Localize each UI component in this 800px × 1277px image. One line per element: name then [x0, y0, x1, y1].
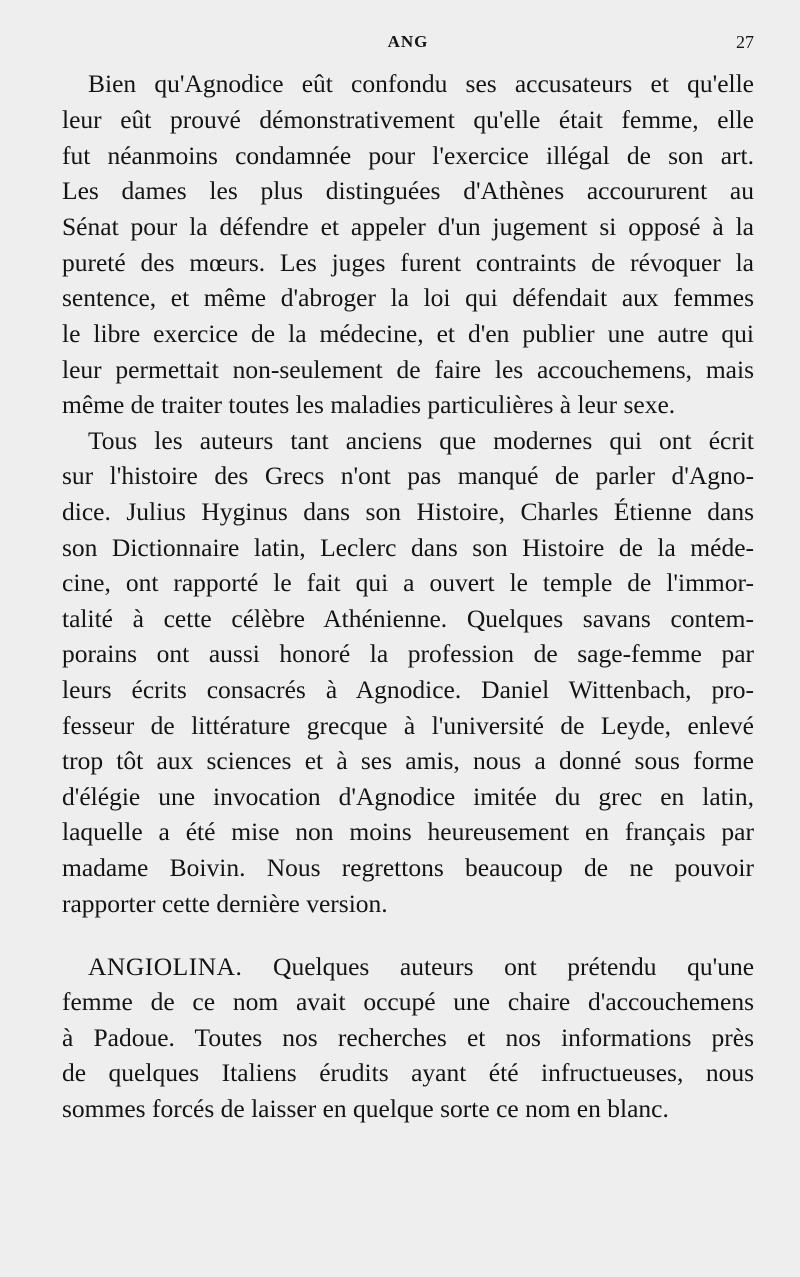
running-header	[62, 32, 754, 56]
text-line: cine, ont rapporté le fait qui a ouvert le temple de l'immor-	[62, 568, 754, 597]
text-line: leur eût prouvé démonstrativement qu'elle était femme, elle	[62, 105, 754, 134]
text-line: sur l'histoire des Grecs n'ont pas manqué de parler d'Agno-	[62, 461, 754, 490]
text-line: madame Boivin. Nous regrettons beaucoup de ne pouvoir	[62, 853, 754, 882]
text-line: d'élégie une invocation d'Agnodice imitée du grec en latin,	[62, 782, 754, 811]
text-line: dice. Julius Hyginus dans son Histoire, Charles Étienne dans	[62, 497, 754, 526]
text-line: sommes forcés de laisser en quelque sorte ce nom en blanc.	[62, 1094, 669, 1123]
text-line: Tous les auteurs tant anciens que modernes qui ont écrit	[88, 426, 754, 455]
text-line: leurs écrits consacrés à Agnodice. Daniel Wittenbach, pro-	[62, 675, 754, 704]
text-line: le libre exercice de la médecine, et d'en publier une autre qui	[62, 319, 754, 348]
text-line: femme de ce nom avait occupé une chaire d'accouchemens	[62, 987, 754, 1016]
text-line: fut néanmoins condamnée pour l'exercice illégal de son art.	[62, 141, 754, 170]
text-line: même de traiter toutes les maladies particulières à leur sexe.	[62, 390, 676, 419]
text-line: rapporter cette dernière version.	[62, 889, 388, 918]
entry-first-line-text: Quelques auteurs ont prétendu qu'une	[273, 952, 755, 981]
text-line: fesseur de littérature grecque à l'université de Leyde, enlevé	[62, 711, 754, 740]
text-line: laquelle a été mise non moins heureusement en français par	[62, 817, 754, 846]
text-line: sentence, et même d'abroger la loi qui défendait aux femmes	[62, 283, 754, 312]
text-line: talité à cette célèbre Athénienne. Quelques savans contem-	[62, 604, 754, 633]
entry-title: ANGIOLINA.	[88, 952, 243, 981]
text-line: de quelques Italiens érudits ayant été infructueuses, nous	[62, 1058, 754, 1087]
page-number: 27	[736, 32, 754, 52]
text-line: Bien qu'Agnodice eût confondu ses accusateurs et qu'elle	[88, 69, 754, 98]
text-line: pureté des mœurs. Les juges furent contraints de révoquer la	[62, 248, 754, 277]
text-line: Sénat pour la défendre et appeler d'un jugement si opposé à la	[62, 212, 754, 241]
entry-first-line	[88, 949, 754, 985]
text-line: Les dames les plus distinguées d'Athènes accoururent au	[62, 176, 754, 205]
running-title: ANG	[387, 32, 429, 51]
text-line: son Dictionnaire latin, Leclerc dans son Histoire de la méde-	[62, 533, 754, 562]
text-line: à Padoue. Toutes nos recherches et nos informations près	[62, 1023, 754, 1052]
text-line: leur permettait non-seulement de faire les accouchemens, mais	[62, 355, 754, 384]
text-line: trop tôt aux sciences et à ses amis, nous a donné sous forme	[62, 746, 754, 775]
text-line: porains ont aussi honoré la profession de sage-femme par	[62, 639, 754, 668]
